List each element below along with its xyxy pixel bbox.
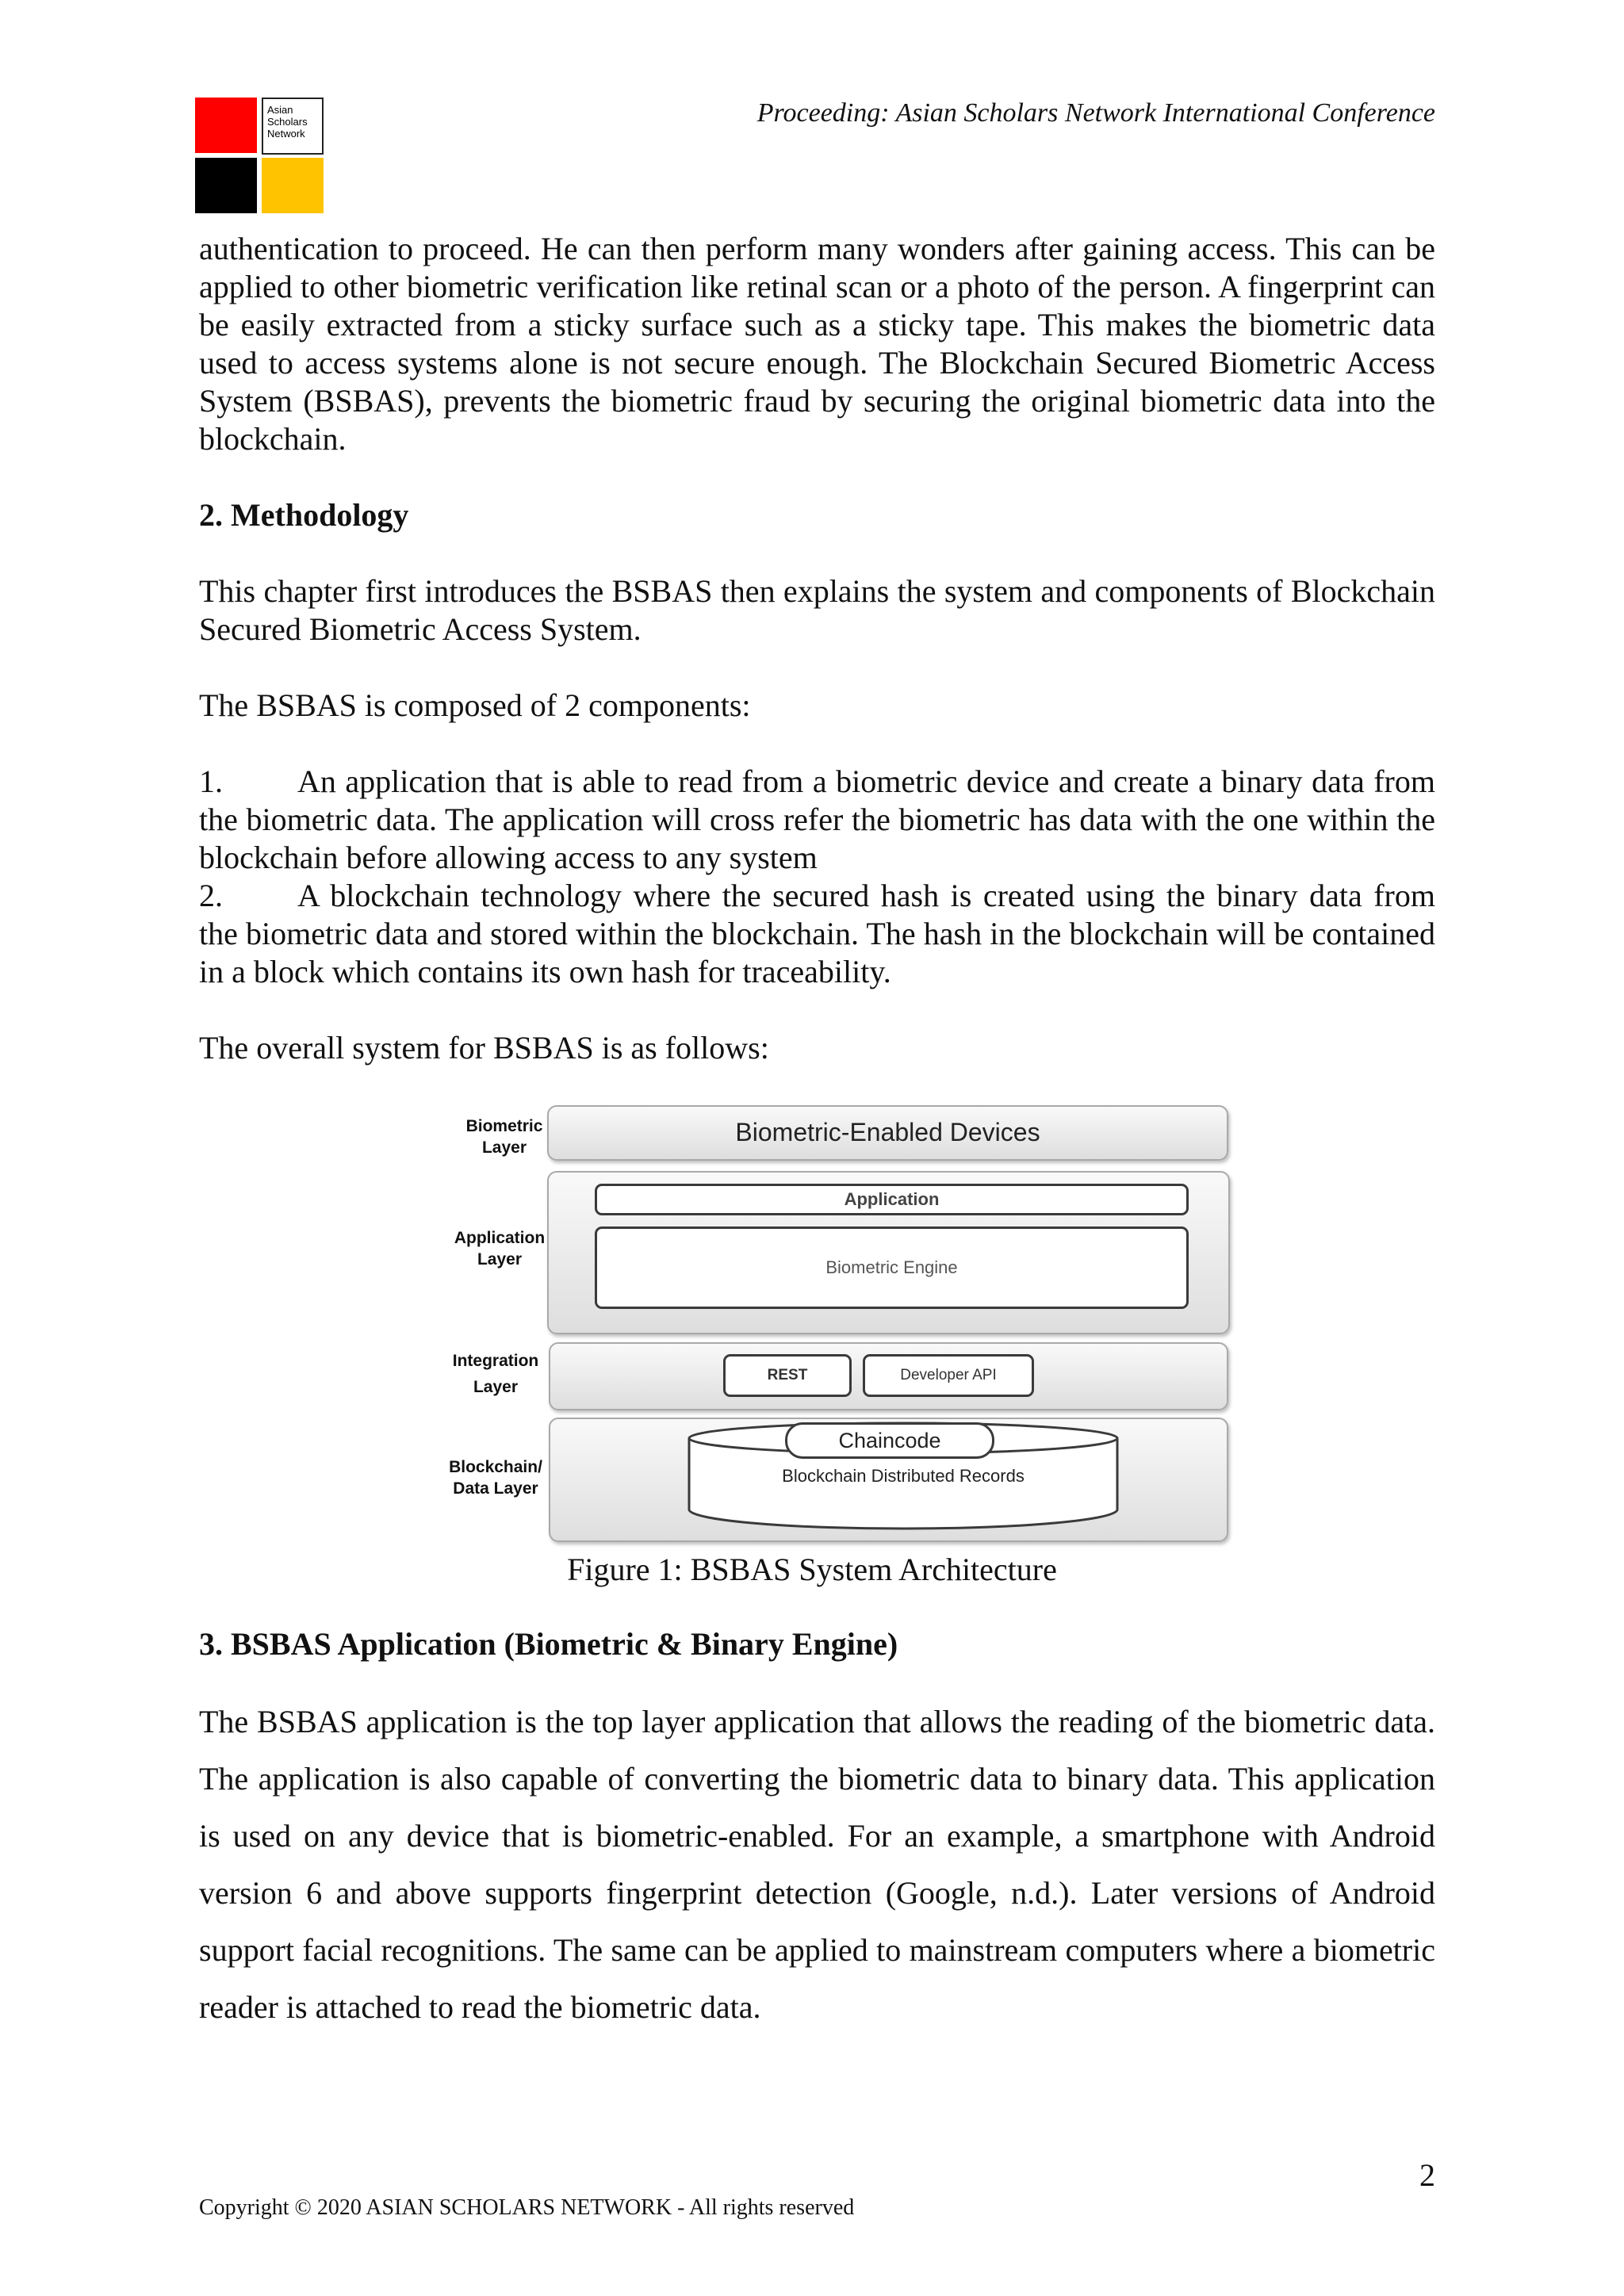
logo-text: Asian Scholars Network bbox=[267, 104, 308, 140]
component-list bbox=[199, 763, 1435, 991]
copyright-notice: Copyright © 2020 ASIAN SCHOLARS NETWORK - All rights reserved bbox=[199, 2195, 855, 2220]
asian-scholars-network-logo bbox=[195, 98, 325, 213]
developer-api-box: Developer API bbox=[863, 1354, 1034, 1397]
logo-red-square bbox=[195, 98, 257, 153]
bsbas-architecture-diagram bbox=[420, 1098, 1237, 1554]
section-3-paragraph: The BSBAS application is the top layer application that allows the reading of the biometric data. The application is also capable of converting the biometric data to binary data. This application is used on any device that is biometric-enabled. For an example, a smartphone with Android version 6 and above supports fingerprint detection (Google, n.d.). Later versions of Android support facial recognitions. The same can be applied to mainstream computers where a biometric reader is attached to read the biometric data. bbox=[199, 1704, 1435, 2025]
section-3-heading: 3. BSBAS Application (Biometric & Binary Engine) bbox=[199, 1626, 898, 1662]
chaincode-pill: Chaincode bbox=[785, 1422, 994, 1459]
integration-layer-band bbox=[549, 1342, 1228, 1410]
logo-black-square bbox=[195, 158, 257, 213]
logo-yellow-square bbox=[262, 158, 324, 213]
intro-paragraph: authentication to proceed. He can then perform many wonders after gaining access. This can be applied to other biometric verification like retinal scan or a photo of the person. A fingerprint can be easily extracted from a sticky surface such as a sticky tape. This makes the biometric data used to access systems alone is not secure enough. The Blockchain Secured Biometric Access System (BSBAS), prevents the biometric fraud by securing the original biometric data into the blockchain. bbox=[199, 231, 1435, 457]
methodology-paragraph-1: This chapter first introduces the BSBAS then explains the system and components of Blockchain Secured Biometric Access System. bbox=[199, 573, 1435, 647]
methodology-paragraph-2-block bbox=[199, 687, 1435, 725]
biometric-engine-box: Biometric Engine bbox=[595, 1226, 1189, 1309]
methodology-paragraph-2: The BSBAS is composed of 2 components: bbox=[199, 687, 751, 723]
list-item-text: An application that is able to read from a biometric device and create a binary data from the biometric data. The application will cross refer the biometric has data with the one within the blockchain before allowing access to any system bbox=[199, 763, 1435, 875]
biometric-layer-label: Biometric Layer bbox=[465, 1117, 543, 1157]
intro-section bbox=[199, 230, 1435, 458]
page-number: 2 bbox=[1419, 2157, 1435, 2193]
biometric-layer-band bbox=[547, 1105, 1228, 1161]
distributed-records-label: Blockchain Distributed Records bbox=[782, 1466, 1025, 1486]
methodology-paragraph-block bbox=[199, 572, 1435, 649]
list-item-number: 1. bbox=[199, 763, 223, 799]
list-item bbox=[199, 877, 1435, 991]
running-header: Proceeding: Asian Scholars Network International Conference bbox=[756, 98, 1435, 128]
methodology-paragraph-3-block bbox=[199, 1029, 1435, 1067]
biometric-devices-label: Biometric-Enabled Devices bbox=[735, 1118, 1040, 1146]
figure-caption: Figure 1: BSBAS System Architecture bbox=[567, 1552, 1057, 1587]
application-box: Application bbox=[595, 1184, 1189, 1215]
list-item-number: 2. bbox=[199, 878, 223, 913]
section-3 bbox=[199, 1625, 1435, 1663]
blockchain-layer-band bbox=[549, 1418, 1228, 1542]
logo-name-box bbox=[262, 98, 324, 155]
application-layer-label: Application Layer bbox=[454, 1229, 546, 1269]
rest-box: REST bbox=[723, 1354, 852, 1397]
list-item-text: A blockchain technology where the secured hash is created using the binary data from the biometric data and stored within the blockchain. The hash in the blockchain will be contained in a block which contains its own hash for traceability. bbox=[199, 878, 1435, 989]
methodology-heading: 2. Methodology bbox=[199, 497, 409, 533]
list-item bbox=[199, 763, 1435, 877]
application-layer-band bbox=[547, 1171, 1230, 1334]
methodology-paragraph-3: The overall system for BSBAS is as follows: bbox=[199, 1030, 769, 1066]
methodology-section bbox=[199, 496, 1435, 534]
data-layer-label: Blockchain/ Data Layer bbox=[449, 1458, 542, 1498]
section-3-paragraph-block bbox=[199, 1693, 1435, 2036]
integration-layer-label: Integration Layer bbox=[452, 1352, 539, 1396]
